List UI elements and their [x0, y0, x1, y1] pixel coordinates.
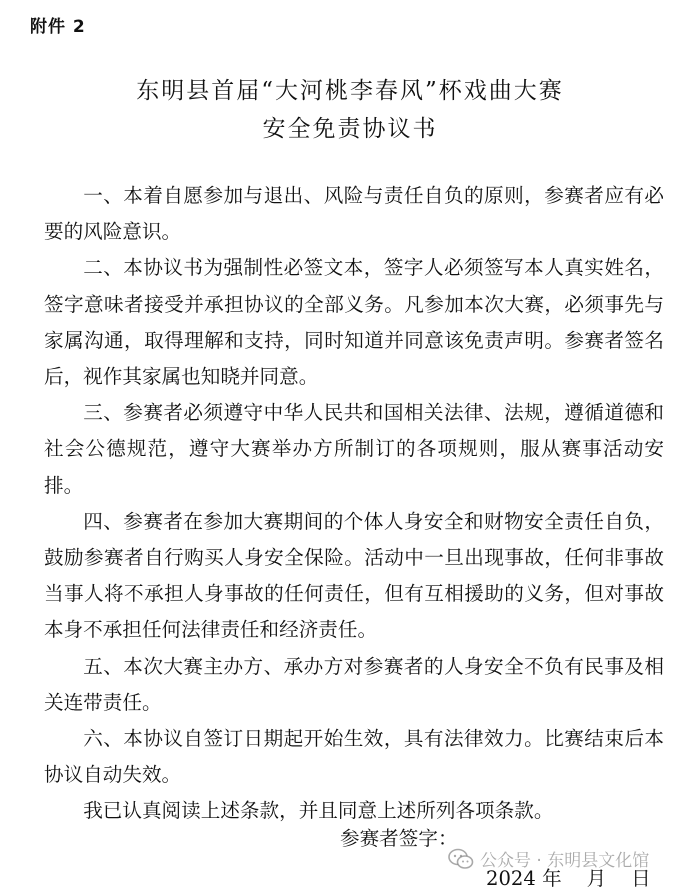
watermark-text: 公众号 · 东明县文化馆 [480, 851, 650, 871]
agreement-body [44, 178, 664, 830]
signature-label: 参赛者签字： [340, 827, 458, 850]
document-title: 东明县首届“大河桃李春风”杯戏曲大赛 [136, 78, 564, 104]
document-subtitle: 安全免责协议书 [262, 116, 438, 142]
clause-1: 一、本着自愿参加与退出、风险与责任自负的原则，参赛者应有必要的风险意识。 [44, 184, 664, 244]
attachment-label: 附件 2 [30, 17, 86, 37]
consent-statement: 我已认真阅读上述条款，并且同意上述所列各项条款。 [83, 799, 554, 823]
clause-2: 二、本协议书为强制性必签文本，签字人必须签写本人真实姓名，签字意味者接受并承担协议的全部义务。凡参加本次大赛，必须事先与家属沟通，取得理解和支持，同时知道并同意该免责声明。参赛者签名后，视作其家属也知晓并同意。 [44, 256, 664, 389]
clause-4: 四、参赛者在参加大赛期间的个体人身安全和财物安全责任自负，鼓励参赛者自行购买人身安全保险。活动中一旦出现事故，任何非事故当事人将不承担人身事故的任何责任，但有互相援助的义务，但对事故本身不承担任何法律责任和经济责任。 [44, 509, 664, 642]
wechat-icon [448, 848, 474, 870]
clause-6: 六、本协议自签订日期起开始生效，具有法律效力。比赛结束后本协议自动失效。 [44, 727, 664, 787]
signature-date: 2024 年 月 日 [486, 867, 651, 890]
clause-5: 五、本次大赛主办方、承办方对参赛者的人身安全不负有民事及相关连带责任。 [44, 654, 664, 714]
clause-3: 三、参赛者必须遵守中华人民共和国相关法律、法规，遵循道德和社会公德规范，遵守大赛举办方所制订的各项规则，服从赛事活动安排。 [44, 401, 664, 497]
